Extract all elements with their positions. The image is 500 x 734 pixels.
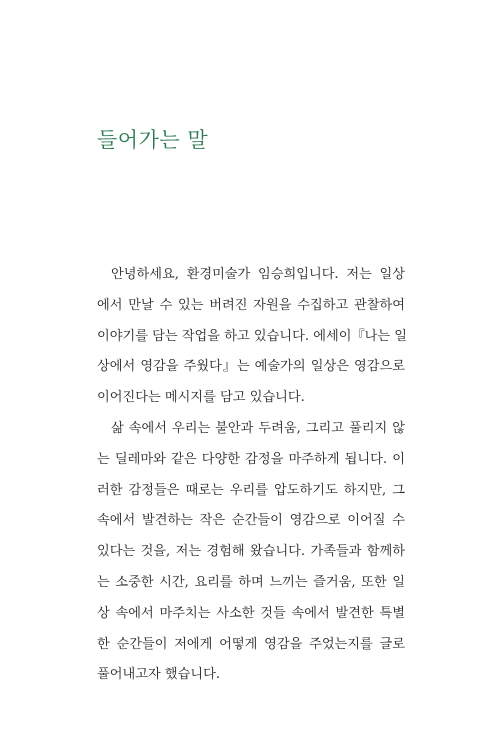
text-line: 이어진다는 메시지를 담고 있습니다. [97,390,305,406]
text-line: 는 소중한 시간, 요리를 하며 느끼는 즐거움, 또한 일 [97,574,405,590]
text-line: 러한 감정들은 때로는 우리를 압도하기도 하지만, 그 [97,482,405,498]
text-line: 안녕하세요, 환경미술가 임승희입니다. 저는 일상 [111,267,405,282]
body-text [97,260,408,691]
text-line: 는 딜레마와 같은 다양한 감정을 마주하게 됩니다. 이 [97,451,405,467]
text-line: 속에서 발견하는 작은 순간들이 영감으로 이어질 수 [97,513,405,529]
text-line: 삶 속에서 우리는 불안과 두려움, 그리고 풀리지 않 [111,420,405,436]
text-line: 풀어내고자 했습니다. [97,667,221,683]
text-line: 한 순간들이 저에게 어떻게 영감을 주었는지를 글로 [97,636,405,652]
text-line: 상에서 영감을 주웠다』는 예술가의 일상은 영감으로 [97,359,405,375]
text-line: 상 속에서 마주치는 사소한 것들 속에서 발견한 특별 [97,605,405,621]
text-line: 이야기를 담는 작업을 하고 있습니다. 에세이『나는 일 [97,328,408,344]
chapter-title: 들어가는 말 [97,128,209,152]
text-line: 에서 만날 수 있는 버려진 자원을 수집하고 관찰하여 [97,297,405,313]
text-line: 있다는 것을, 저는 경험해 왔습니다. 가족들과 함께하 [97,544,405,560]
